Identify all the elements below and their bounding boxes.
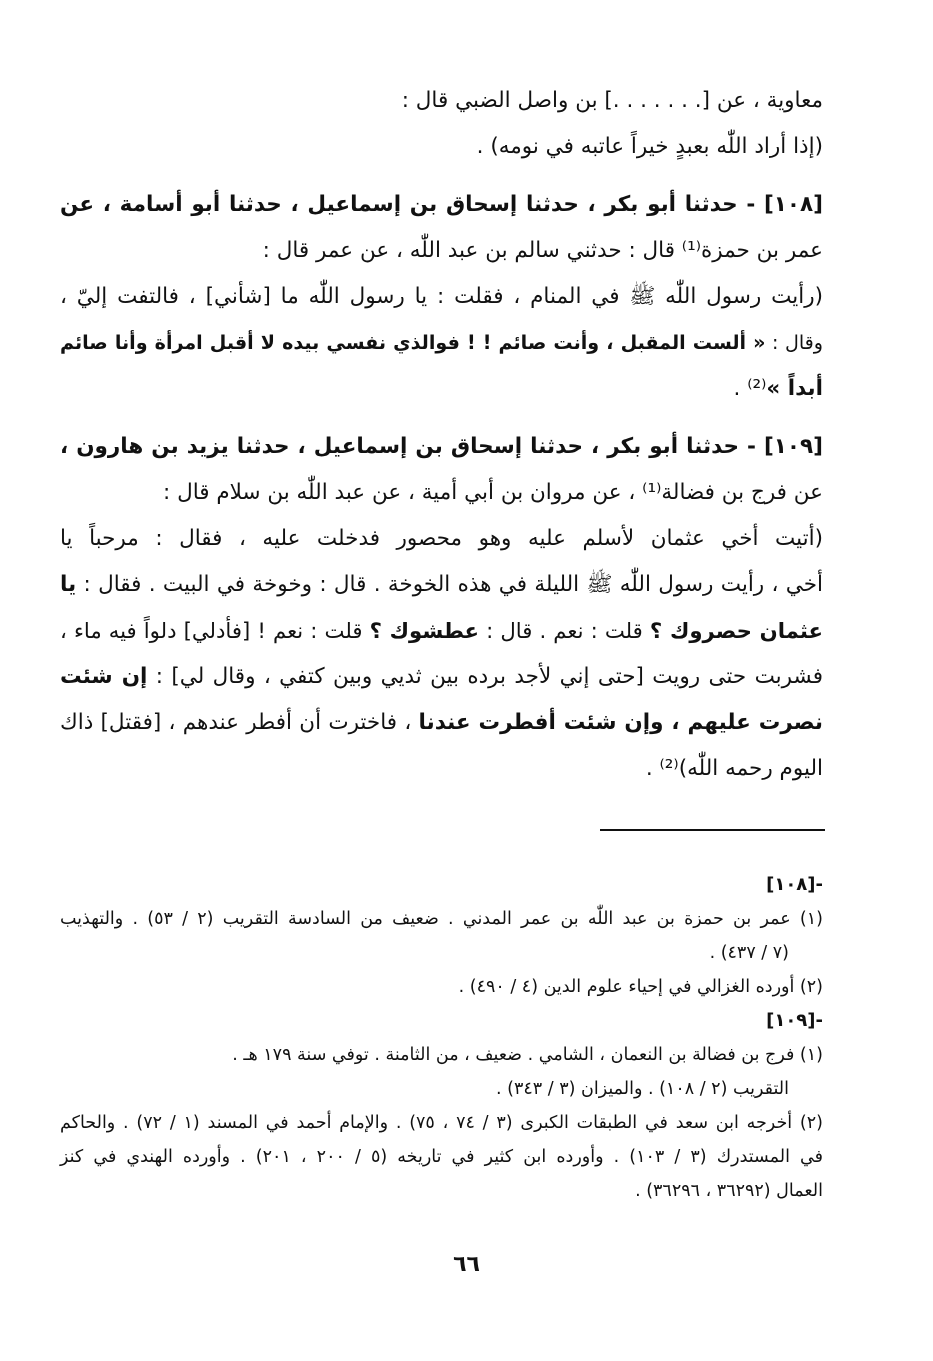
hadith-109-line-5: [60, 608, 823, 654]
hadith-108-quote-end: أبداً »: [766, 376, 823, 401]
hadith-108-line-3: (رأيت رسول اللّٰه ﷺ في المنام ، فقلت : يا رسول اللّٰه ما [شأني] ، فالتفت إليّ ،: [60, 284, 823, 309]
hadith-108-line-4-lead: وقال :: [772, 331, 824, 354]
hadith-109-line-5-d: قلت : نعم ! [فأدلي] دلواً فيه ماء ،: [60, 618, 363, 643]
hadith-109-line-5-b: قلت : نعم . قال :: [486, 618, 643, 643]
page-number: ٦٦: [453, 1252, 480, 1277]
hadith-108-quote: « ألست المقبل ، وأنت صائم ! ! فوالذي نفسي بيده لا أقبل امرأة وأنا صائم: [60, 331, 766, 354]
footnote-109-1-cont: التقريب (٢ / ١٠٨) . والميزان (٣ / ٣٤٣) .: [496, 1079, 789, 1099]
hadith-109-line-7: [60, 700, 823, 746]
hadith-109-line-6-b: إن شئت: [60, 664, 148, 689]
footnote-group-109-heading: -[١٠٩]: [766, 1010, 823, 1031]
footnote-divider: [600, 829, 825, 831]
footnote-108-1-cont: (٧ / ٤٣٧) .: [709, 943, 789, 963]
footnote-109-2-cont-2: العمال (٣٦٢٩٢ ، ٣٦٢٩٦) .: [635, 1181, 823, 1201]
hadith-109-line-4-a: أخي ، رأيت رسول اللّٰه ﷺ الليلة في هذه الخوخة . قال : وخوخة في البيت . فقال :: [83, 572, 823, 597]
intro-line-2: (إذا أراد اللّٰه بعبدٍ خيراً عاتبه في نومه) .: [476, 134, 823, 159]
main-text: [60, 78, 823, 792]
hadith-109-line-4: [60, 562, 823, 608]
footnote-group-108-heading: -[١٠٨]: [766, 874, 823, 895]
footnote-109-1: (١) فرج بن فضالة بن النعمان ، الشامي . ضعيف ، من الثامنة . توفي سنة ١٧٩ هـ .: [232, 1045, 823, 1065]
hadith-109-line-3: (أتيت أخي عثمان لأسلم عليه وهو محصور فدخلت عليه ، فقال : مرحباً يا: [60, 526, 823, 551]
hadith-109-line-7-a: نصرت عليهم ، وإن شئت أفطرت عندنا: [418, 710, 823, 735]
hadith-109-line-5-c: عطشوك ؟: [369, 618, 480, 643]
intro-line-1: معاوية ، عن [. . . . . . .] بن واصل الضبي قال :: [401, 88, 823, 113]
hadith-109-line-8: اليوم رحمه اللّٰه)⁽²⁾ .: [645, 756, 823, 781]
footnote-108-2: (٢) أورده الغزالي في إحياء علوم الدين (٤ / ٤٩٠) .: [458, 977, 823, 997]
hadith-108-line-1: [١٠٨] - حدثنا أبو بكر ، حدثنا إسحاق بن إسماعيل ، حدثنا أبو أسامة ، عن: [60, 192, 823, 217]
footnote-109-2-cont-1: في المستدرك (٣ / ١٠٣) . وأورده ابن كثير في تاريخه (٥ / ٢٠٠ ، ٢٠١) . وأورده الهندي في كنز: [60, 1147, 824, 1167]
footnote-109-2: (٢) أخرجه ابن سعد في الطبقات الكبرى (٣ / ٧٤ ، ٧٥) . والإمام أحمد في المسند (١ / ٧٢) . والحاكم: [60, 1113, 823, 1133]
hadith-109: [60, 424, 823, 792]
hadith-109-line-1: [١٠٩] - حدثنا أبو بكر ، حدثنا إسحاق بن إسماعيل ، حدثنا يزيد بن هارون ،: [60, 434, 823, 459]
hadith-108-line-4: [60, 320, 823, 366]
hadith-109-line-5-a: عثمان حصروك ؟: [649, 618, 823, 643]
hadith-109-line-2: عن فرج بن فضالة⁽¹⁾ ، عن مروان بن أبي أمية ، عن عبد اللّٰه بن سلام قال :: [163, 480, 823, 505]
hadith-108-note-ref: ⁽²⁾ .: [733, 376, 767, 401]
hadith-108-line-2: عمر بن حمزة⁽¹⁾ قال : حدثني سالم بن عبد اللّٰه ، عن عمر قال :: [262, 238, 823, 263]
hadith-109-line-6-a: فشربت حتى رويت [حتى إني لأجد برده بين ثديي وبين كتفي ، وقال لي] :: [155, 664, 823, 689]
footnotes: [60, 868, 823, 1208]
hadith-108-line-5: [60, 366, 823, 412]
hadith-109-line-4-b: يا: [60, 572, 77, 597]
hadith-109-line-6: [60, 654, 823, 700]
hadith-108: [60, 182, 823, 412]
hadith-109-line-7-b: ، فاخترت أن أفطر عندهم ، [فقتل] ذاك: [60, 710, 412, 735]
footnote-108-1: (١) عمر بن حمزة بن عبد اللّٰه بن عمر المدني . ضعيف من السادسة التقريب (٢ / ٥٣) . والتهذيب: [60, 909, 823, 929]
